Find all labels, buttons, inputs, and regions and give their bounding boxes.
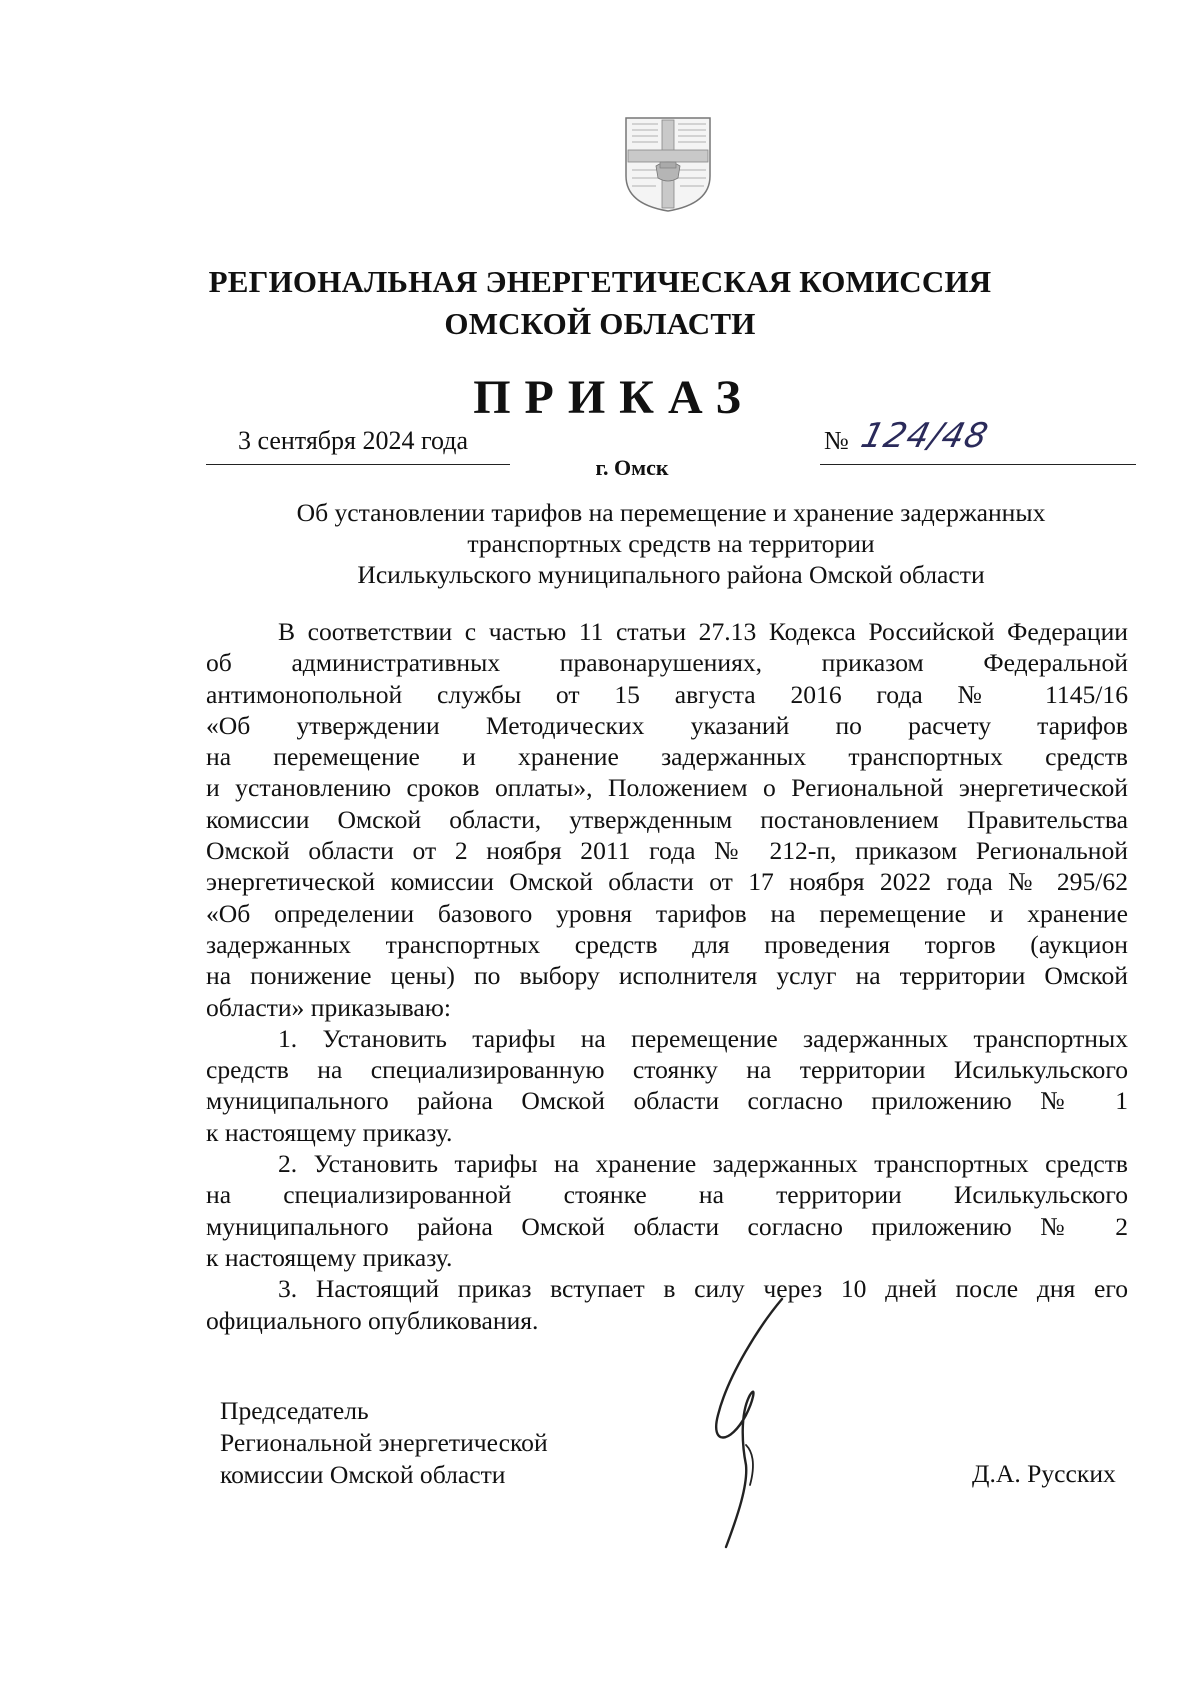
body-line: на понижение цены) по выбору исполнителя услуг на территории Омской bbox=[206, 961, 1128, 991]
subject-line: Об установлении тарифов на перемещение и хранение задержанных bbox=[296, 498, 1046, 527]
body-line: на перемещение и хранение задержанных транспортных средств bbox=[206, 742, 1128, 772]
signatory-title-line: Региональной энергетической bbox=[220, 1428, 548, 1457]
body-line: официального опубликования. bbox=[206, 1305, 539, 1335]
signatory-name: Д.А. Русских bbox=[972, 1459, 1116, 1488]
coat-of-arms-icon bbox=[622, 114, 714, 214]
body-line: области» приказываю: bbox=[206, 992, 451, 1022]
body-line: энергетической комиссии Омской области от 17 ноября 2022 года № 295/62 bbox=[206, 867, 1128, 897]
signatory-title-line: комиссии Омской области bbox=[220, 1460, 506, 1489]
document-subject bbox=[206, 497, 1136, 590]
signatory-title-line: Председатель bbox=[220, 1396, 369, 1425]
document-type-title: ПРИКАЗ bbox=[473, 371, 755, 424]
body-line: «Об определении базового уровня тарифов на перемещение и хранение bbox=[206, 898, 1128, 928]
organization-name-line1: РЕГИОНАЛЬНАЯ ЭНЕРГЕТИЧЕСКАЯ КОМИССИЯ bbox=[208, 264, 992, 299]
signatory-title bbox=[220, 1395, 548, 1491]
body-line: антимонопольной службы от 15 августа 2016 года № 1145/16 bbox=[206, 679, 1128, 709]
body-line: Омской области от 2 ноября 2011 года № 212-п, приказом Региональной bbox=[206, 836, 1128, 866]
body-line: 1. Установить тарифы на перемещение задержанных транспортных bbox=[278, 1023, 1128, 1053]
document-date: 3 сентября 2024 года bbox=[238, 426, 469, 455]
body-line: задержанных транспортных средств для проведения торгов (аукцион bbox=[206, 929, 1128, 959]
organization-name-line2: ОМСКОЙ ОБЛАСТИ bbox=[444, 306, 756, 341]
number-sign: № bbox=[824, 426, 849, 455]
body-line: муниципального района Омской области согласно приложению № 2 bbox=[206, 1211, 1128, 1241]
body-line: средств на специализированную стоянку на территории Исилькульского bbox=[206, 1055, 1128, 1085]
subject-line: Исилькульского муниципального района Омской области bbox=[357, 560, 985, 589]
body-line: муниципального района Омской области согласно приложению № 1 bbox=[206, 1086, 1128, 1116]
body-line: В соответствии с частью 11 статьи 27.13 Кодекса Российской Федерации bbox=[278, 617, 1128, 646]
body-line: об административных правонарушениях, приказом Федеральной bbox=[206, 648, 1128, 678]
handwritten-signature-icon bbox=[690, 1295, 810, 1555]
body-line: «Об утверждении Методических указаний по расчету тарифов bbox=[206, 710, 1128, 740]
subject-line: транспортных средств на территории bbox=[467, 529, 875, 558]
document-number-handwritten: 124/48 bbox=[857, 416, 993, 456]
document-body bbox=[206, 616, 1128, 1336]
body-line: и установлению сроков оплаты», Положением о Региональной энергетической bbox=[206, 773, 1128, 803]
body-line: 3. Настоящий приказ вступает в силу через 10 дней после дня его bbox=[278, 1274, 1128, 1304]
document-city: г. Омск bbox=[595, 455, 669, 480]
body-line: 2. Установить тарифы на хранение задержанных транспортных средств bbox=[278, 1149, 1128, 1179]
body-line: комиссии Омской области, утвержденным постановлением Правительства bbox=[206, 804, 1128, 834]
body-line: к настоящему приказу. bbox=[206, 1242, 453, 1272]
body-line: к настоящему приказу. bbox=[206, 1117, 453, 1147]
body-line: на специализированной стоянке на территории Исилькульского bbox=[206, 1180, 1128, 1210]
